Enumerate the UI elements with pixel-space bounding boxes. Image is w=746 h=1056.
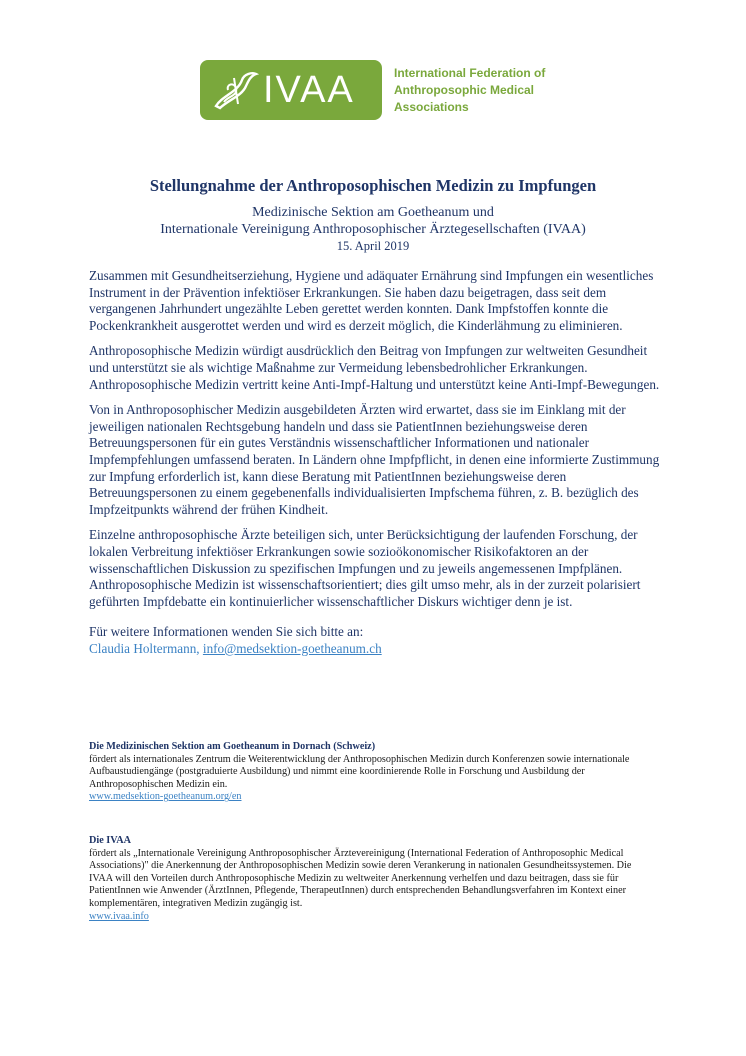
logo-text: IVAA [263,69,355,111]
footer-heading: Die Medizinischen Sektion am Goetheanum in Dornach (Schweiz) [89,741,376,752]
org-name-line: Associations [394,99,469,114]
document-title: Stellungnahme der Anthroposophischen Medizin zu Impfungen [149,176,597,195]
footer-text: fördert als internationales Zentrum die Weiterentwicklung der Anthroposophischen Medizin durch Konferenzen sowie internationale Aufbaustudiengänge (postgraduierte Ausbildung) und nimmt eine koordinierende Rolle in Forschung und Ausbildung der Anthroposophischen Medizin ein. [89,753,630,790]
org-name [394,65,574,116]
contact-block [89,624,669,657]
footer-text: fördert als „Internationale Vereinigung Anthroposophischer Ärztevereinigung (International Federation of Anthroposophic Medical Associations)" die Anerkennung der Anthroposophischen Medizin sowie deren Verankerung in nationalen Gesundheitssystemen. Die IVAA will den Vorteilen durch Anthroposophische Medizin zu weltweiter Anerkennung verhelfen und dazu beitragen, dass sie für PatientInnen wie Anwender (ÄrztInnen, Pflegende, TherapeutInnen) durch entsprechenden Behandlungsverfahren im Kontext einer komplementären, integrativen Medizin zugängig ist. [89,847,632,909]
paragraph: Anthroposophische Medizin würdigt ausdrücklich den Beitrag von Impfungen zur weltweiten Gesundheit und unterstützt sie als wichtige Maßnahme zur Vermeidung lebensbedrohlicher Erkrankungen. Anthroposophische Medizin vertritt keine Anti-Impf-Haltung und unterstützt keine Anti-Impf-Bewegungen. [89,343,660,392]
paragraph: Zusammen mit Gesundheitserziehung, Hygiene und adäquater Ernährung sind Impfungen ein wesentliches Instrument in der Prävention infektiöser Erkrankungen. Sie haben dazu beigetragen, dass seit dem vergangenen Jahrhundert ungezählte Leben gerettet werden konnten. Dank Impfstoffen konnte die Pockenkrankheit ausgerottet werden und wird es derzeit möglich, die Kinderlähmung zu eliminieren. [89,268,654,333]
footer-heading: Die IVAA [89,835,131,846]
subtitle-line-1: Medizinische Sektion am Goetheanum und [252,205,494,220]
contact-name: Claudia Holtermann, [89,640,203,656]
document-body [89,268,669,657]
contact-intro: Für weitere Informationen wenden Sie sich bitte an: [89,624,364,640]
ivaa-logo [200,60,382,120]
staff-of-asclepius-icon [208,66,260,114]
footer-ivaa [89,835,649,923]
contact-email-link[interactable]: info@medsektion-goetheanum.ch [202,640,382,656]
document-date: 15. April 2019 [336,239,410,253]
org-name-line: International Federation of [394,65,546,80]
org-name-line: Anthroposophic Medical [394,82,535,97]
footer-medsektion [89,741,649,804]
medsektion-website-link[interactable]: www.medsektion-goetheanum.org/en [89,791,242,803]
header-logo [200,60,574,120]
paragraph: Einzelne anthroposophische Ärzte beteiligen sich, unter Berücksichtigung der laufenden Forschung, der lokalen Verbreitung infektiöser Erkrankungen sowie sozioökonomischer Risikofaktoren an der wissenschaftlichen Diskussion zu spezifischen Impfungen und zu jeweils angemessenen Impfplänen. Anthroposophische Medizin ist wissenschaftsorientiert; dies gilt umso mehr, als in der zurzeit polarisiert geführten Impfdebatte ein kontinuierlicher wissenschaftlicher Diskurs wichtiger denn je ist. [89,527,641,609]
paragraph: Von in Anthroposophischer Medizin ausgebildeten Ärzten wird erwartet, dass sie im Einklang mit der jeweiligen nationalen Rechtsgebung handeln und dass sie PatientInnen beziehungsweise deren Betreuungspersonen für ein gutes Verständnis wissenschaftlicher Informationen und nationaler Impfempfehlungen umfassend beraten. In Ländern ohne Impfpflicht, in denen eine informierte Zustimmung zur Impfung erforderlich ist, kann diese Beratung mit PatientInnen beziehungsweise deren Betreuungspersonen zu einem gegebenenfalls individualisierten Impfschema führen, z. B. bezüglich des Impfzeitpunkts während der frühen Kindheit. [89,402,660,517]
document-subtitle [0,204,746,255]
ivaa-website-link[interactable]: www.ivaa.info [89,910,149,922]
subtitle-line-2: Internationale Vereinigung Anthroposophischer Ärztegesellschaften (IVAA) [160,222,586,237]
